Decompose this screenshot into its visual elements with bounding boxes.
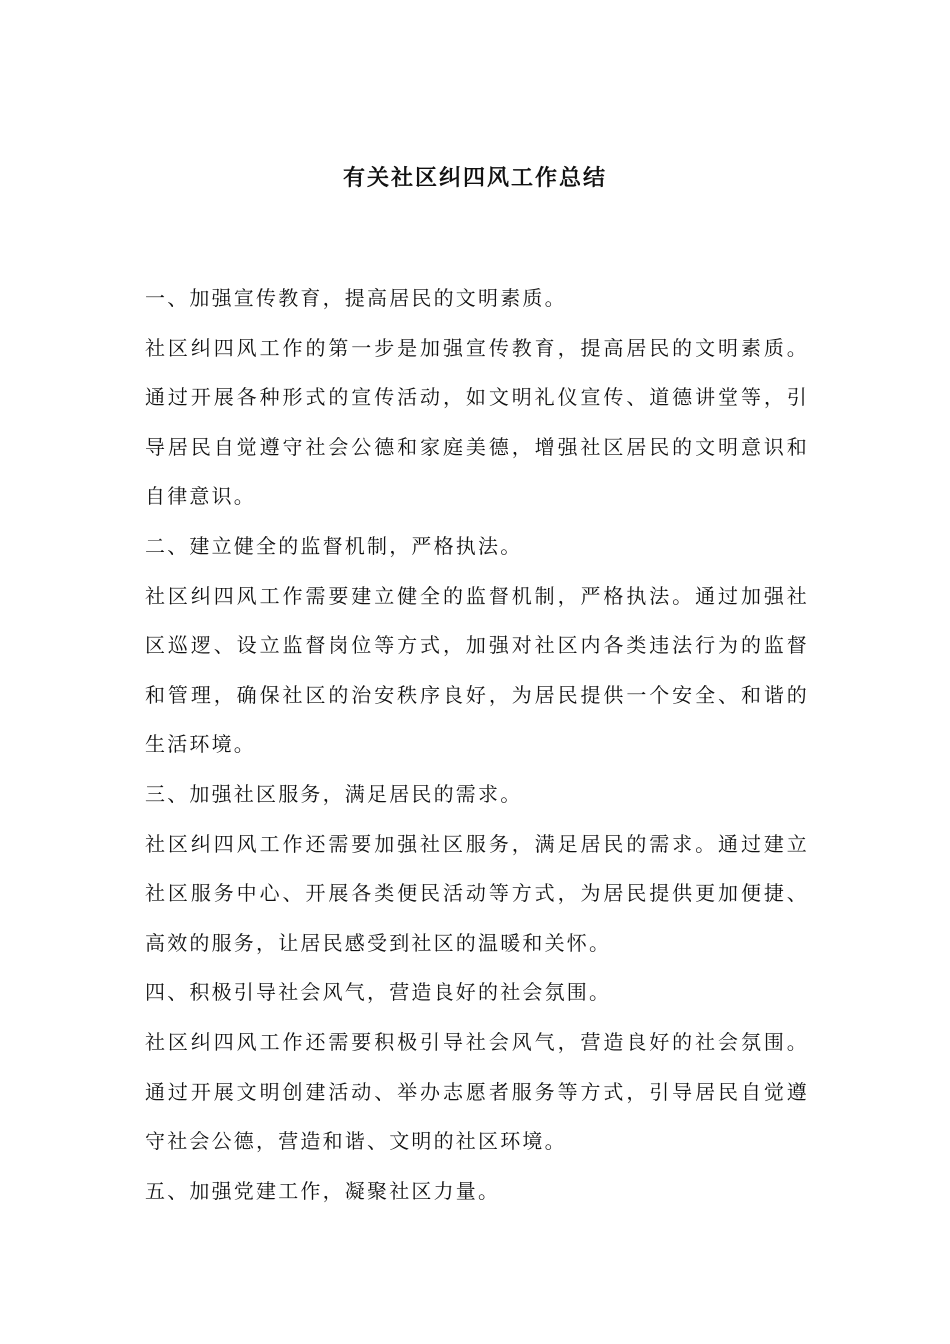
- section-heading-1: 一、加强宣传教育，提高居民的文明素质。: [145, 286, 567, 310]
- section-heading-2: 二、建立健全的监督机制，严格执法。: [145, 533, 523, 558]
- section-body-2: 社区纠四风工作需要建立健全的监督机制，严格执法。通过加强社区巡逻、设立监督岗位等方式，加强对社区内各类违法行为的监督和管理，确保社区的治安秩序良好，为居民提供一个安全、和谐的生活环境。: [145, 583, 809, 757]
- section-heading-4: 四、积极引导社会风气，营造良好的社会氛围。: [145, 980, 612, 1005]
- section-body-3: 社区纠四风工作还需要加强社区服务，满足居民的需求。通过建立社区服务中心、开展各类便民活动等方式，为居民提供更加便捷、高效的服务，让居民感受到社区的温暖和关怀。: [145, 831, 809, 955]
- section-heading-5: 五、加强党建工作，凝聚社区力量。: [145, 1178, 501, 1203]
- section-body-4: 社区纠四风工作还需要积极引导社会风气，营造良好的社会氛围。通过开展文明创建活动、举办志愿者服务等方式，引导居民自觉遵守社会公德，营造和谐、文明的社区环境。: [145, 1029, 809, 1154]
- section-heading-3: 三、加强社区服务，满足居民的需求。: [145, 781, 523, 806]
- document-body: [145, 274, 809, 1216]
- section-body-1: 社区纠四风工作的第一步是加强宣传教育，提高居民的文明素质。通过开展各种形式的宣传活动，如文明礼仪宣传、道德讲堂等，引导居民自觉遵守社会公德和家庭美德，增强社区居民的文明意识和自律意识。: [145, 335, 809, 509]
- document-title: 有关社区纠四风工作总结: [342, 165, 607, 191]
